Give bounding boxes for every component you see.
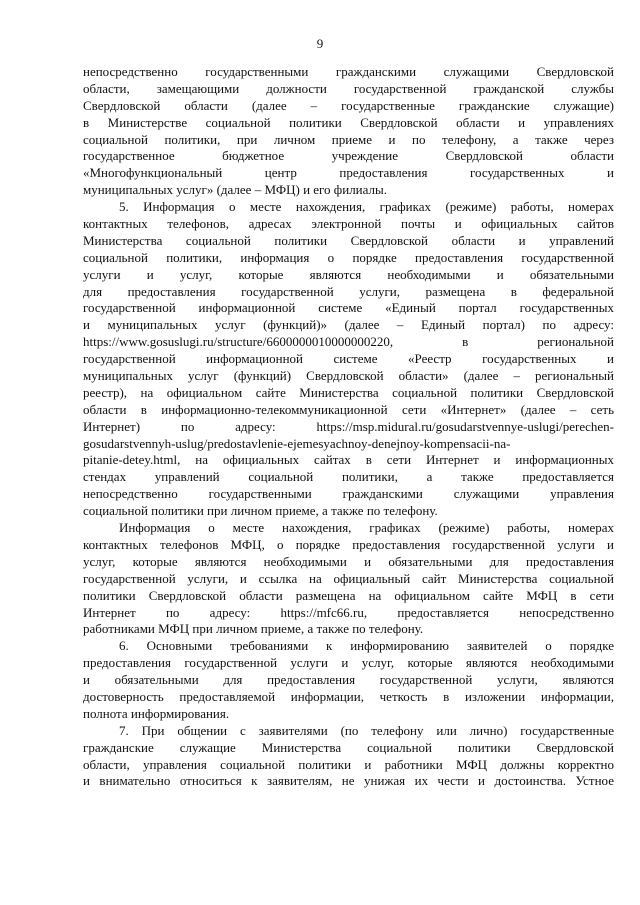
text-line: области в информационно-телекоммуникационной сети «Интернет» (далее – сеть	[83, 401, 614, 417]
text-line: 7. При общении с заявителями (по телефону или лично) государственные	[119, 722, 614, 738]
text-line: Интернет по адресу: https://mfc66.ru, предоставляется непосредственно	[83, 604, 614, 620]
text-line: непосредственно государственными гражданскими служащими Свердловской	[83, 64, 614, 79]
text-line: «Многофункциональный центр предоставления государственных и	[83, 165, 614, 181]
text-line: 5. Информация о месте нахождения, графиках (режиме) работы, номерах	[119, 199, 614, 215]
text-line: Свердловской области (далее – государственные гражданские служащие)	[83, 97, 614, 113]
text-line: pitanie-detey.html, на официальных сайтах в сети Интернет и информационных	[83, 452, 614, 468]
text-line: для предоставления государственной услуги, размещена в федеральной	[83, 283, 614, 299]
text-line: и муниципальных услуг (функций)» (далее – Единый портал) по адресу:	[83, 317, 614, 333]
text-line: и внимательно относиться к заявителям, не унижая их чести и достоинства. Устное	[83, 773, 614, 789]
text-line: услуг, которые являются необходимыми и обязательными для предоставления	[83, 553, 614, 569]
text-line: Интернет) по адресу: https://msp.midural.ru/gosudarstvennye-uslugi/perechen-	[83, 418, 614, 434]
text-line: области, управления социальной политики и работники МФЦ должны корректно	[83, 756, 614, 772]
text-line: предоставления государственной услуги и услуг, которые являются необходимыми	[83, 655, 614, 671]
text-line: услуги и услуг, которые являются необходимыми и обязательными	[83, 266, 614, 282]
text-line: контактных телефонов МФЦ, о порядке предоставления государственной услуги и	[83, 536, 614, 552]
text-line: гражданские служащие Министерства социальной политики Свердловской	[83, 739, 614, 755]
text-line: непосредственно государственными гражданскими служащими управления	[83, 486, 614, 502]
text-line: Информация о месте нахождения, графиках (режиме) работы, номерах	[119, 520, 614, 536]
text-line: социальной политики, при личном приеме и по телефону, а также через	[83, 131, 614, 147]
text-line: государственное бюджетное учреждение Свердловской области	[83, 148, 614, 164]
text-line: gosudarstvennyh-uslug/predostavlenie-ejemesyachnoy-denejnoy-kompensacii-na-	[83, 435, 511, 451]
text-line: государственной информационной системе «Реестр государственных и	[83, 351, 614, 367]
text-line: области, замещающими должности государственной гражданской службы	[83, 80, 614, 96]
text-line: реестр), на официальном сайте Министерства социальной политики Свердловской	[83, 384, 614, 400]
text-line: полнота информирования.	[83, 705, 230, 721]
text-line: контактных телефонов, адресах электронной почты и официальных сайтов	[83, 216, 614, 232]
page-number: 9	[316, 36, 324, 51]
text-line: государственной информационной системе «Единый портал государственных	[83, 300, 614, 316]
text-line: стендах управлений социальной политики, а также предоставляется	[83, 469, 614, 485]
text-line: в Министерстве социальной политики Свердловской области и управлениях	[83, 114, 614, 130]
text-line: 6. Основными требованиями к информированию заявителей о порядке	[119, 638, 614, 654]
text-line: Министерства социальной политики Свердловской области и управлений	[83, 232, 614, 248]
text-line: социальной политики, информация о порядке предоставления государственной	[83, 249, 614, 265]
document-body	[83, 64, 614, 790]
text-line: муниципальных услуг» (далее – МФЦ) и его филиалы.	[83, 182, 387, 198]
text-line: социальной политики при личном приеме, а также по телефону.	[83, 503, 438, 519]
text-line: политики Свердловской области размещена на официальном сайте МФЦ в сети	[83, 587, 614, 603]
text-line: работниками МФЦ при личном приеме, а также по телефону.	[83, 621, 424, 637]
text-line: и обязательными для предоставления государственной услуги, являются	[83, 672, 614, 688]
text-line: муниципальных услуг (функций) Свердловской области» (далее – региональный	[83, 368, 614, 384]
text-line: достоверность предоставляемой информации, четкость в изложении информации,	[83, 688, 614, 704]
text-line: государственной услуги, и ссылка на официальный сайт Министерства социальной	[83, 570, 614, 586]
text-line: https://www.gosuslugi.ru/structure/6600000010000000220, в региональной	[83, 334, 614, 350]
